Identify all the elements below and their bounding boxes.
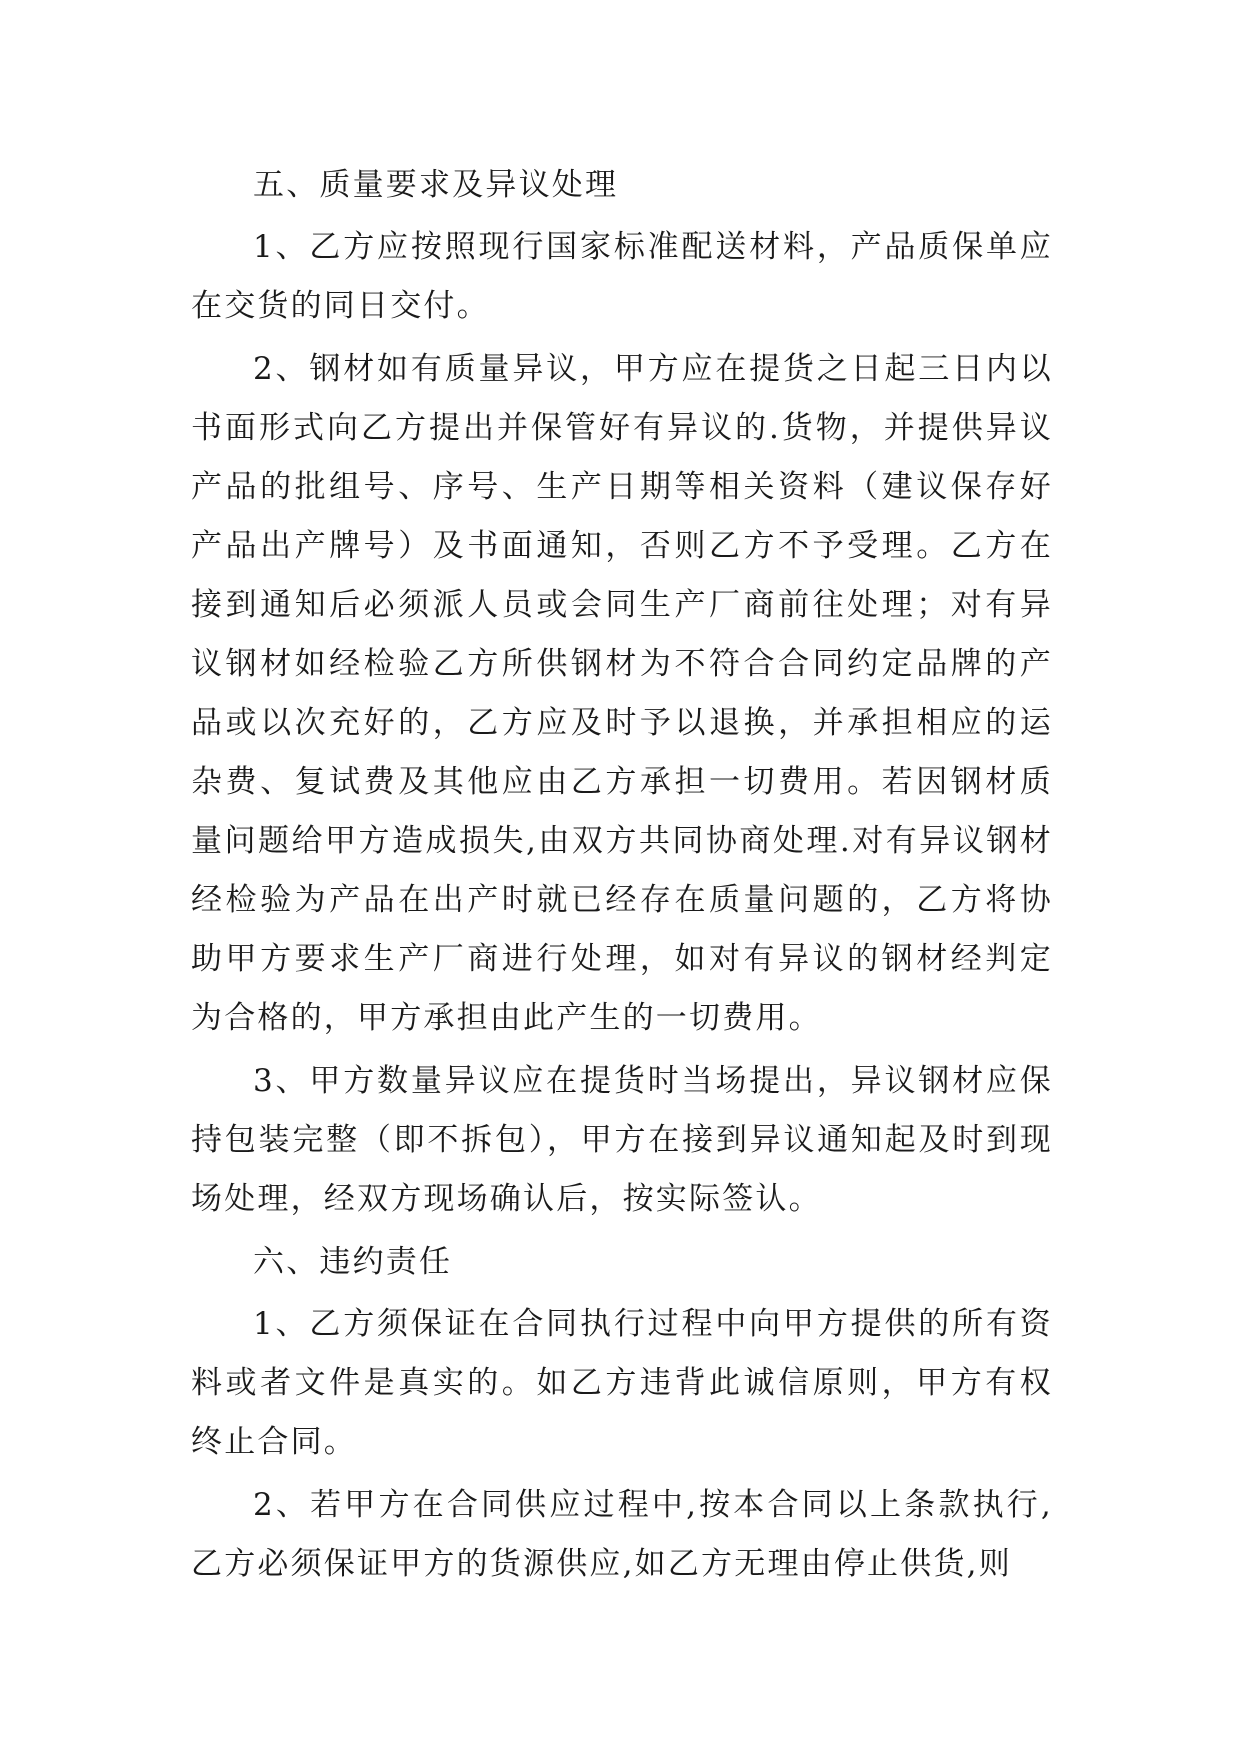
quality-clause-2: 2、钢材如有质量异议，甲方应在提货之日起三日内以书面形式向乙方提出并保管好有异议的.货物，并提供异议产品的批组号、序号、生产日期等相关资料（建议保存好产品出产牌号）及书面通知，否则乙方不予受理。乙方在接到通知后必须派人员或会同生产厂商前往处理；对有异议钢材如经检验乙方所供钢材为不符合合同约定品牌的产品或以次充好的，乙方应及时予以退换，并承担相应的运杂费、复试费及其他应由乙方承担一切费用。若因钢材质量问题给甲方造成损失,由双方共同协商处理.对有异议钢材经检验为产品在出产时就已经存在质量问题的，乙方将协助甲方要求生产厂商进行处理，如对有异议的钢材经判定为合格的，甲方承担由此产生的一切费用。 xyxy=(191,351,1053,1036)
liability-clause-1: 1、乙方须保证在合同执行过程中向甲方提供的所有资料或者文件是真实的。如乙方违背此诚信原则，甲方有权终止合同。 xyxy=(191,1306,1053,1460)
liability-clause-2: 2、若甲方在合同供应过程中,按本合同以上条款执行,乙方必须保证甲方的货源供应,如乙方无理由停止供货,则 xyxy=(191,1487,1053,1582)
section-heading-liability: 六、违约责任 xyxy=(253,1244,453,1280)
document-body xyxy=(191,156,1053,1598)
quality-clause-3: 3、甲方数量异议应在提货时当场提出，异议钢材应保持包装完整（即不拆包），甲方在接到异议通知起及时到现场处理，经双方现场确认后，按实际签认。 xyxy=(191,1063,1053,1217)
section-heading-quality: 五、质量要求及异议处理 xyxy=(253,167,619,203)
quality-clause-1: 1、乙方应按照现行国家标准配送材料，产品质保单应在交货的同日交付。 xyxy=(191,229,1053,324)
